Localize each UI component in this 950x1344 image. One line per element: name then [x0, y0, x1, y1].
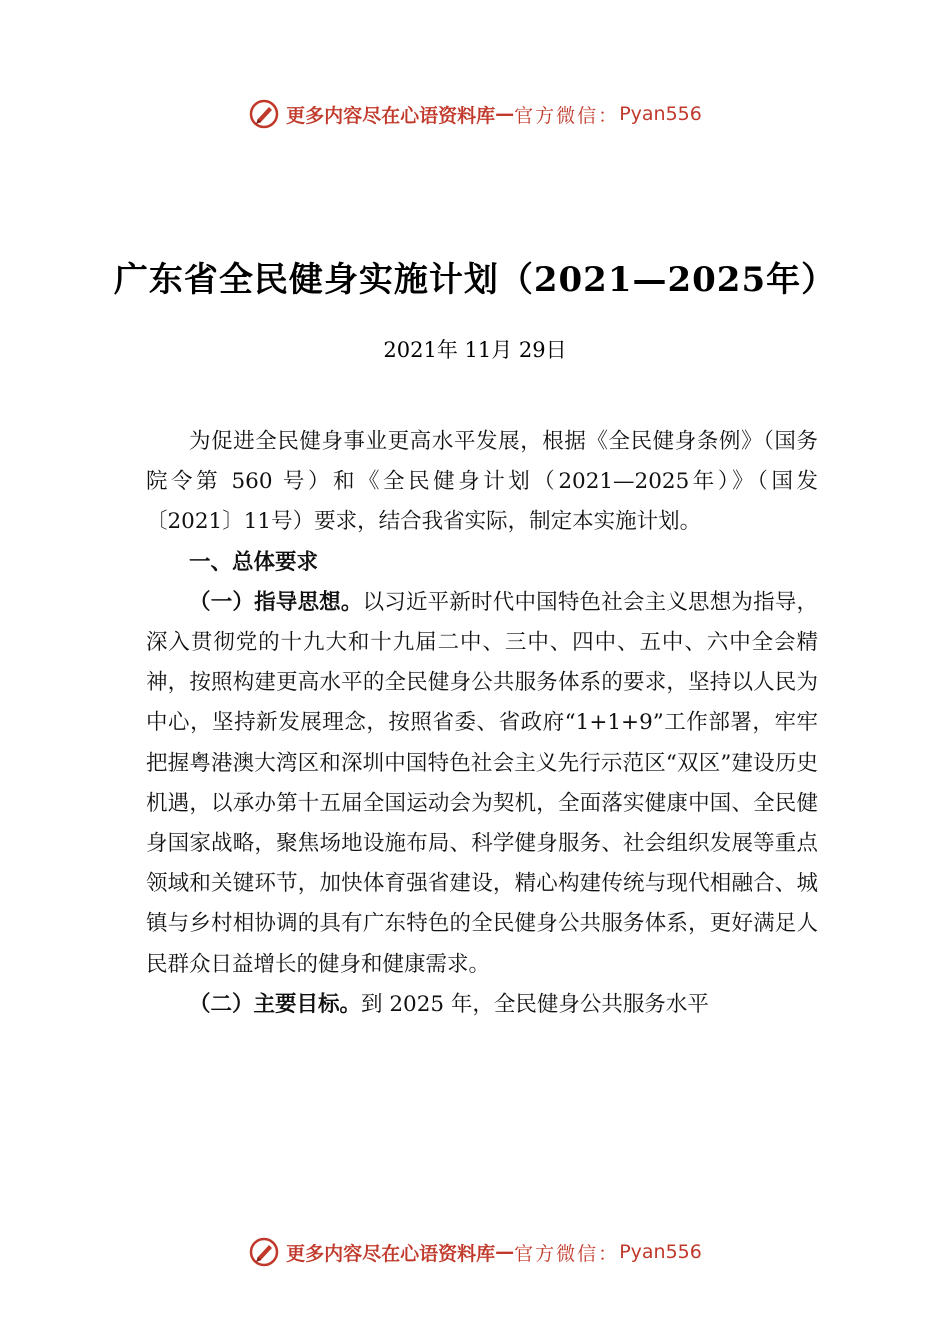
- banner-wechat-id: Pyan556: [619, 1241, 702, 1263]
- header-banner: [0, 94, 950, 134]
- main-goals-paragraph: [146, 985, 818, 1025]
- document-date: 2021年 11月 29日: [383, 338, 567, 362]
- banner-dash: —: [495, 103, 515, 125]
- intro-paragraph: 为促进全民健身事业更高水平发展，根据《全民健身条例》（国务院令第 560 号）和《全民健身计划（2021—2025年）》（国发〔2021〕11号）要求，结合我省实际，制定本实施计划。: [146, 429, 818, 535]
- document-body: [146, 422, 818, 1025]
- guiding-ideology-lead: （一）指导思想。: [189, 589, 363, 615]
- banner-label: 官方微信：: [514, 104, 620, 127]
- guiding-ideology-text: 以习近平新时代中国特色社会主义思想为指导，深入贯彻党的十九大和十九届二中、三中、四中、五中、六中全会精神，按照构建更高水平的全民健身公共服务体系的要求，坚持以人民为中心，坚持新发展理念，按照省委、省政府“1+1+9”工作部署，牢牢把握粤港澳大湾区和深圳中国特色社会主义先行示范区“双区”建设历史机遇，以承办第十五届全国运动会为契机，全面落实健康中国、全民健身国家战略，聚焦场地设施布局、科学健身服务、社会组织发展等重点领域和关键环节，加快体育强省建设，精心构建传统与现代相融合、城镇与乡村相协调的具有广东特色的全民健身公共服务体系，更好满足人民群众日益增长的健身和健康需求。: [146, 589, 818, 977]
- banner-main-text: 更多内容尽在心语资料库: [286, 104, 496, 127]
- banner-dash: —: [495, 1241, 515, 1263]
- document-title: 广东省全民健身实施计划（2021—2025年）: [113, 260, 837, 300]
- main-goals-lead: （二）主要目标。: [189, 991, 362, 1017]
- banner-main-text: 更多内容尽在心语资料库: [286, 1242, 496, 1265]
- main-goals-text: 到 2025 年，全民健身公共服务水平: [361, 991, 709, 1017]
- banner-label: 官方微信：: [514, 1242, 620, 1265]
- footer-banner: [0, 1232, 950, 1272]
- brush-logo-icon: [248, 1236, 280, 1268]
- guiding-ideology-paragraph: [146, 583, 818, 985]
- brush-logo-icon: [248, 98, 280, 130]
- banner-wechat-id: Pyan556: [619, 103, 702, 125]
- section-heading: 一、总体要求: [189, 549, 319, 575]
